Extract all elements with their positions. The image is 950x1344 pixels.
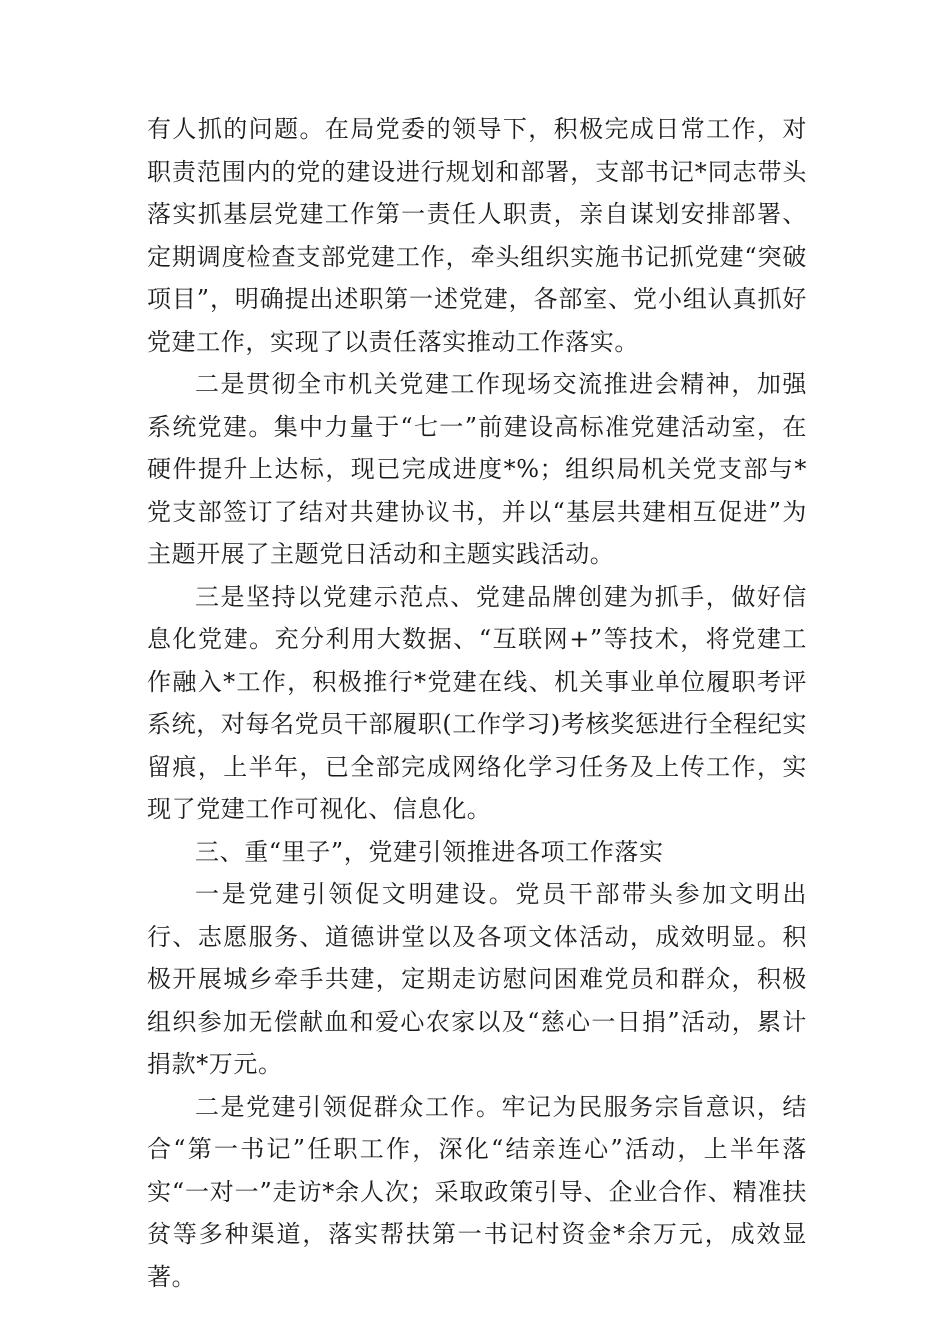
section-heading: 三、重“里子”，党建引领推进各项工作落实 xyxy=(195,837,664,866)
paragraph-civilization: 一是党建引领促文明建设。党员干部带头参加文明出行、志愿服务、道德讲堂以及各项文体活动，成效明显。积极开展城乡牵手共建，定期走访慰问困难党员和群众，积极组织参加无偿献血和爱心农家以及“慈心一日捐”活动，累计捐款*万元。 xyxy=(147,880,807,1078)
paragraph-mass-work: 二是党建引领促群众工作。牢记为民服务宗旨意识，结合“第一书记”任职工作，深化“结亲连心”活动，上半年落实“一对一”走访*余人次；采取政策引导、企业合作、精准扶贫等多种渠道，落实帮扶第一书记村资金*余万元，成效显著。 xyxy=(147,1092,807,1291)
paragraph-system-party-building: 二是贯彻全市机关党建工作现场交流推进会精神，加强系统党建。集中力量于“七一”前建设高标准党建活动室，在硬件提升上达标，现已完成进度*%；组织局机关党支部与*党支部签订了结对共建协议书，并以“基层共建相互促进”为主题开展了主题党日活动和主题实践活动。 xyxy=(147,370,807,568)
paragraph-informatization: 三是坚持以党建示范点、党建品牌创建为抓手，做好信息化党建。充分利用大数据、“互联网+”等技术，将党建工作融入*工作，积极推行*党建在线、机关事业单位履职考评系统，对每名党员干部履职(工作学习)考核奖惩进行全程纪实留痕，上半年，已全部完成网络化学习任务及上传工作，实现了党建工作可视化、信息化。 xyxy=(147,582,807,823)
paragraph-continuation: 有人抓的问题。在局党委的领导下，积极完成日常工作，对职责范围内的党的建设进行规划和部署，支部书记*同志带头落实抓基层党建工作第一责任人职责，亲自谋划安排部署、定期调度检查支部党建工作，牵头组织实施书记抓党建“突破项目”，明确提出述职第一述党建，各部室、党小组认真抓好党建工作，实现了以责任落实推动工作落实。 xyxy=(147,115,807,356)
document-body xyxy=(147,108,807,1298)
